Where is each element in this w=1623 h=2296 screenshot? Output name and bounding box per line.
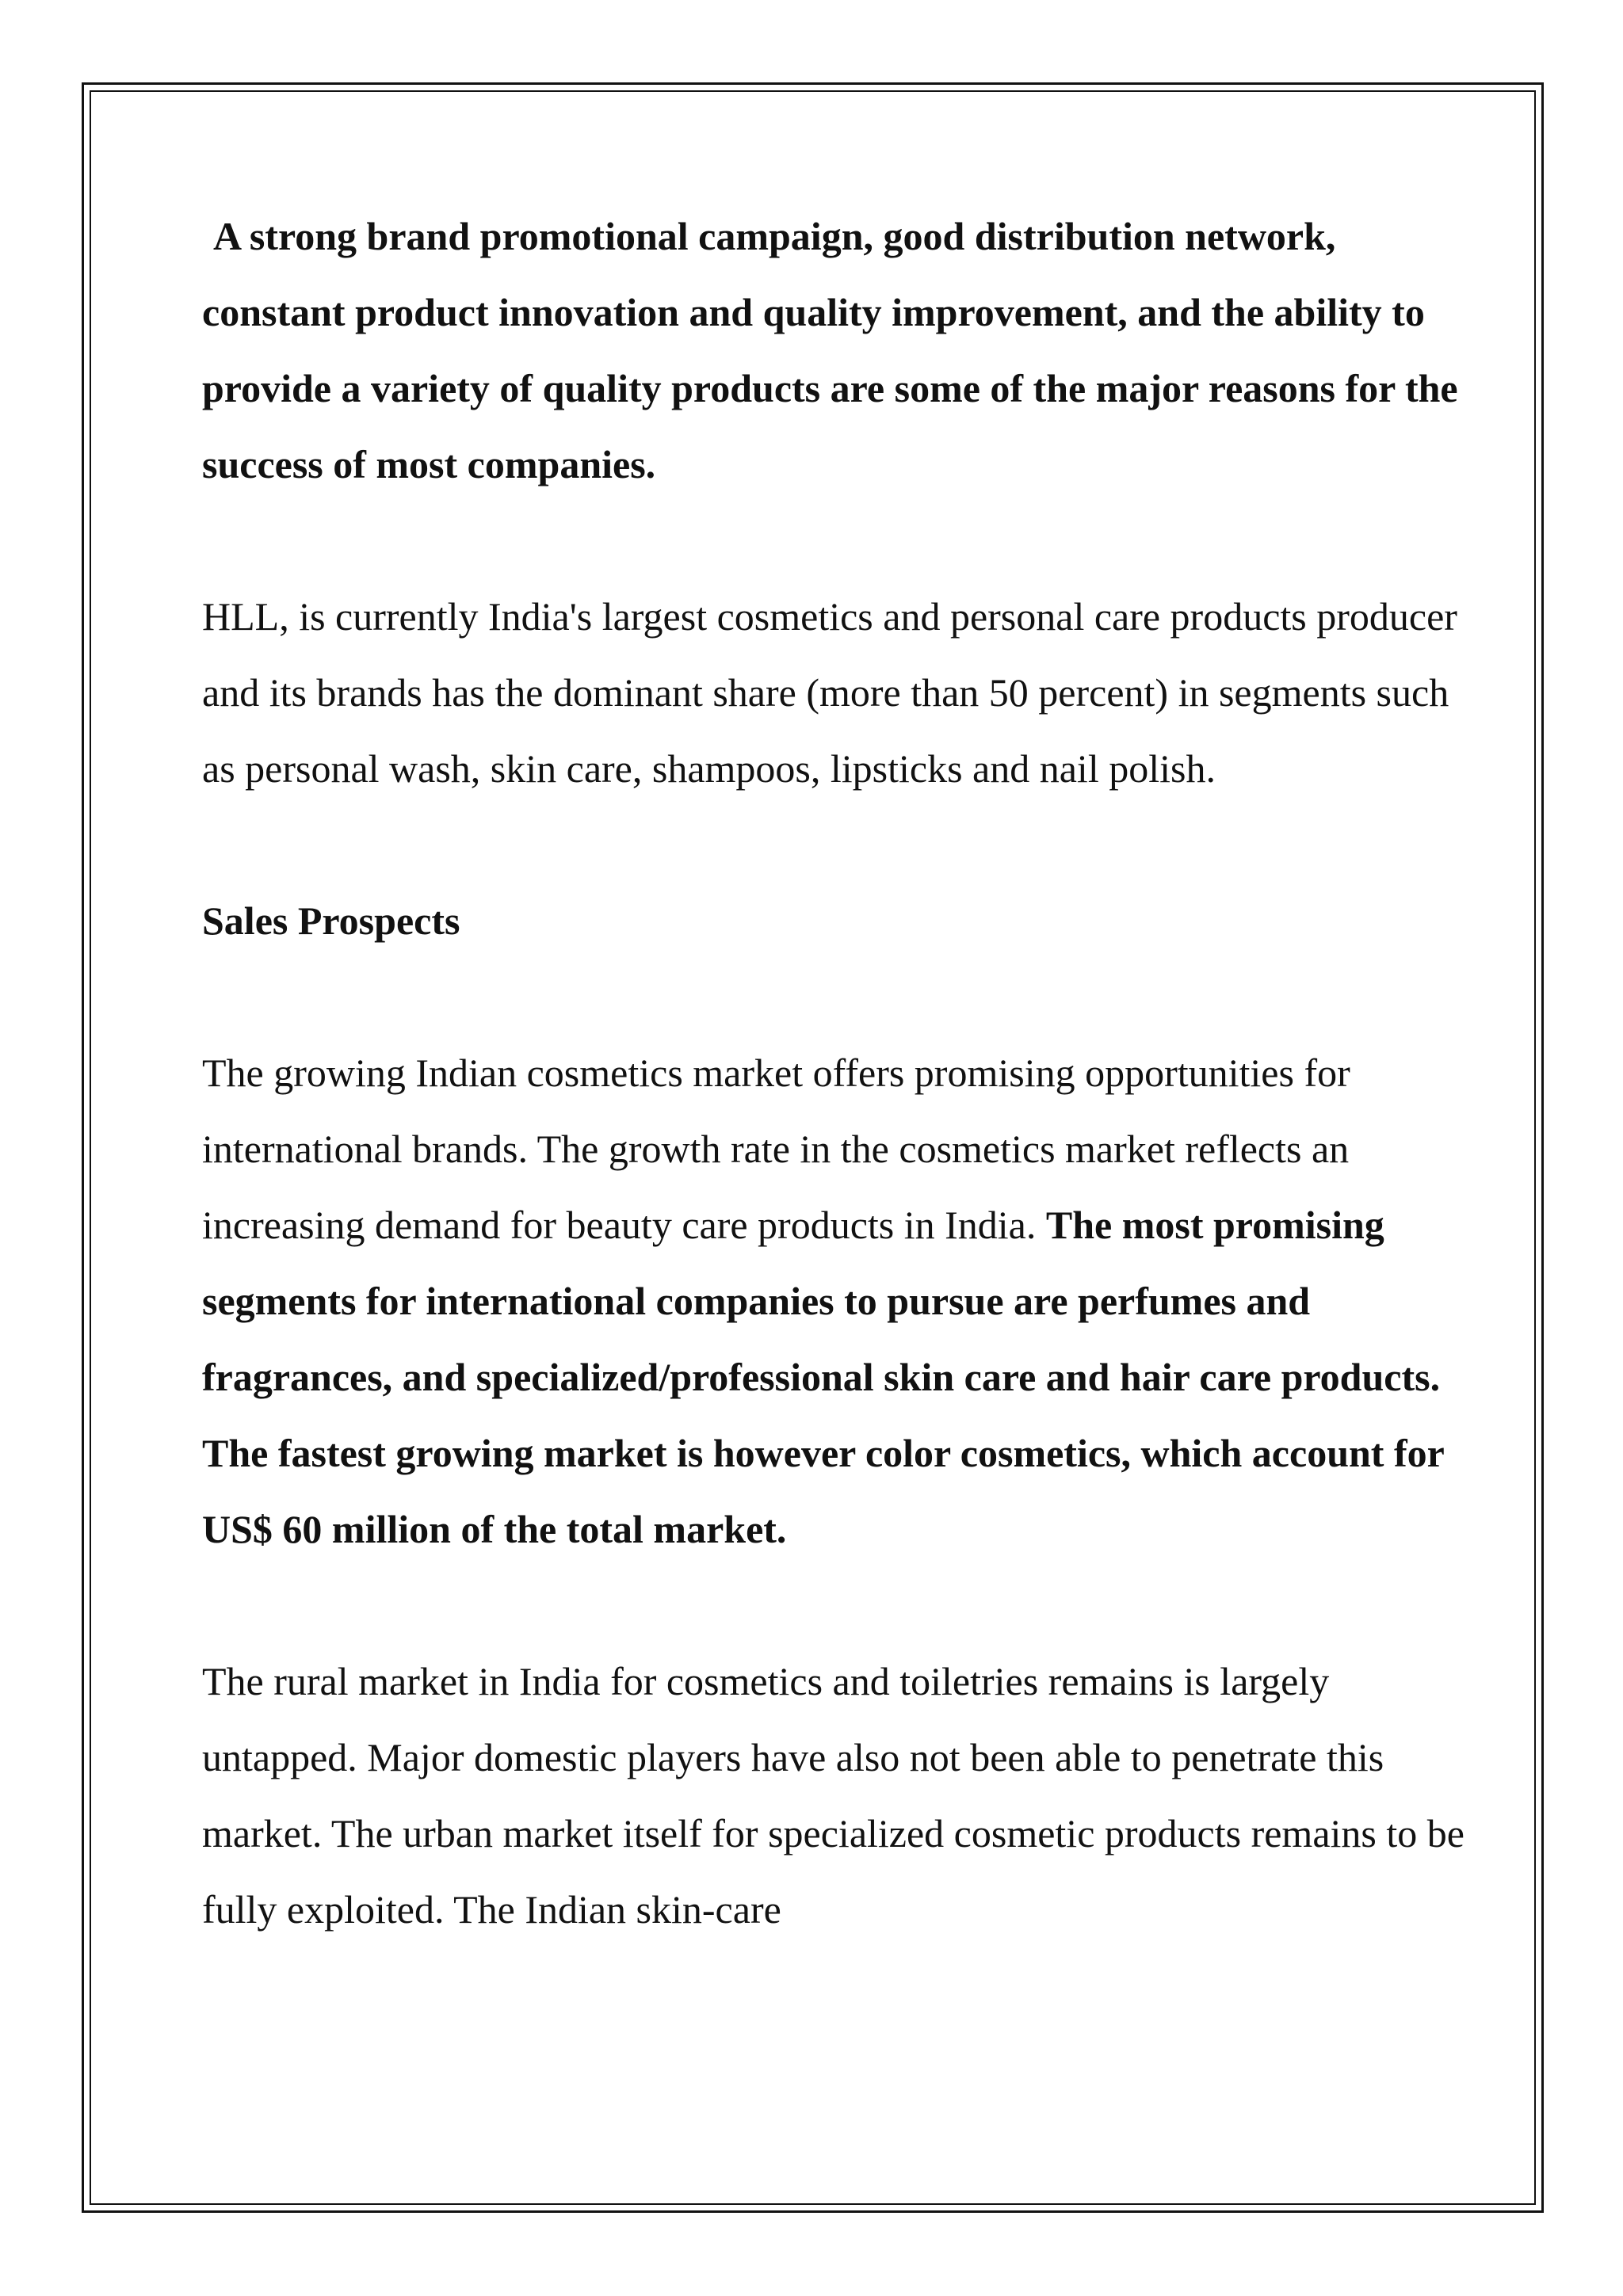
hll-paragraph-text: HLL, is currently India's largest cosmetics and personal care products producer and its brands has the dominant share (more than 50 percent) in segments such as personal wash, skin care, shampoos, lipsticks and nail polish. (202, 594, 1457, 791)
rural-paragraph (202, 1643, 1470, 1947)
document-body (202, 198, 1470, 1947)
hll-paragraph (202, 578, 1470, 807)
paragraph-gap (202, 502, 1470, 578)
market-paragraph-bold: The most promising segments for international companies to pursue are perfumes and fragrances, and specialized/professional skin care and hair care products. The fastest growing market is however color cosmetics, which account for US$ 60 million of the total market. (202, 1203, 1444, 1551)
market-paragraph-normal: The growing Indian cosmetics market offers promising opportunities for international brands. The growth rate in the cosmetics market reflects an increasing demand for beauty care products in India. (202, 1051, 1350, 1247)
paragraph-gap (202, 1567, 1470, 1643)
intro-paragraph-text: A strong brand promotional campaign, good distribution network, constant product innovation and quality improvement, and the ability to provide a variety of quality products are some of the major reasons for the success of most companies. (202, 214, 1458, 486)
paragraph-gap (202, 807, 1470, 883)
section-heading-text: Sales Prospects (202, 898, 460, 943)
rural-paragraph-text: The rural market in India for cosmetics and toiletries remains is largely untapped. Major domestic players have also not been able to penetrate this market. The urban market itself for specialized cosmetic products remains to be fully exploited. The Indian skin-care (202, 1659, 1465, 1932)
market-paragraph (202, 1035, 1470, 1567)
intro-paragraph (202, 198, 1470, 502)
paragraph-gap (202, 959, 1470, 1035)
section-heading (202, 883, 1470, 959)
